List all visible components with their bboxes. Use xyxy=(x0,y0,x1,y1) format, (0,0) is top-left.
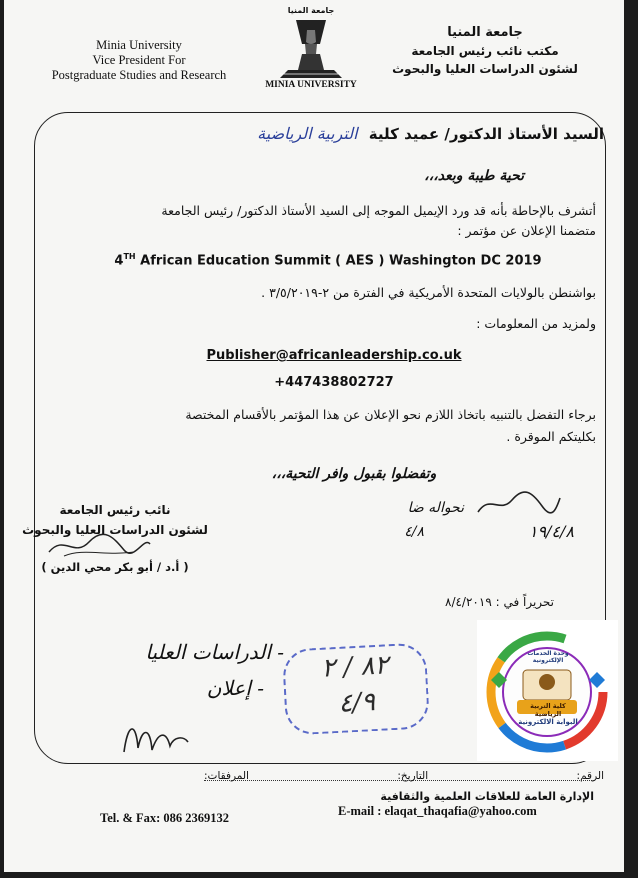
para1-line-2: متضمنا الإعلان عن مؤتمر : xyxy=(457,223,596,238)
paragraph-announcement xyxy=(54,201,596,241)
header-arabic xyxy=(364,24,606,78)
logo-bottom-text: MINIA UNIVERSITY xyxy=(265,80,357,90)
contact-phone: +447438802727 xyxy=(274,375,394,390)
signatory-title-1: نائب رئيس الجامعة xyxy=(59,503,171,517)
portal-badge xyxy=(477,620,618,761)
hand-routing-dept: - الدراسات العليا xyxy=(145,640,284,664)
footer-dept: الإدارة العامة للعلاقات العلمية والثقافية xyxy=(380,790,594,803)
request-line-2: بكليتكم الموقرة . xyxy=(506,429,596,444)
stamp-bottom-text: ٤/٩ xyxy=(337,687,376,719)
footer-field-number: الرقم: xyxy=(576,770,604,782)
received-stamp xyxy=(282,642,430,735)
date-written: تحريراً في : ٨/٤/٢٠١٩ xyxy=(445,595,554,609)
summit-ordinal: TH xyxy=(123,252,136,261)
badge-center-text: كلية التربية الرياضية xyxy=(530,702,566,718)
request-line-1: برجاء التفضل بالتنبيه باتخاذ اللازم نحو الإعلان عن هذا المؤتمر بالأقسام المختصة xyxy=(185,407,596,422)
university-logo xyxy=(256,6,366,94)
handwritten-signature-icon xyxy=(114,712,194,762)
para1-line-1: أتشرف بالإحاطة بأنه قد ورد الإيميل الموجه إلى السيد الأستاذ الدكتور/ رئيس الجامعة xyxy=(161,203,596,218)
footer-dotted-line xyxy=(204,780,594,781)
header-ar-line-3: لشئون الدراسات العليا والبحوث xyxy=(392,62,578,76)
addressee-line xyxy=(104,124,604,143)
badge-bottom-text: البوابة الالكترونية xyxy=(518,718,578,726)
hand-routing-ads: - إعلان xyxy=(206,676,264,700)
signatory-title-2: لشئون الدراسات العليا والبحوث xyxy=(22,523,208,537)
dates-line: بواشنطن بالولايات المتحدة الأمريكية في الفترة من ٢-٣/٥/٢٠١٩ . xyxy=(261,285,596,300)
greeting: تحية طيبة وبعد،،، xyxy=(424,168,524,184)
closing-line: وتفضلوا بقبول وافر التحية،،، xyxy=(271,466,437,482)
contact-email-link[interactable]: Publisher@africanleadership.co.uk xyxy=(206,348,462,363)
initials-scribble-icon xyxy=(472,490,562,520)
stamp-top-text: ٨٢ / ٢ xyxy=(320,650,390,684)
header-en-line-2: Vice President For xyxy=(92,53,186,67)
addressee-text: السيد الأستاذ الدكتور/ عميد كلية xyxy=(368,125,604,143)
logo-top-text: جامعة المنيا xyxy=(287,6,335,15)
hand-date-mid: ٤/٨ xyxy=(404,524,424,540)
header-english xyxy=(34,38,244,83)
summit-number: 4 xyxy=(114,253,124,269)
signatory-name: ( أ.د / أبو بكر محي الدين ) xyxy=(41,560,189,574)
footer-field-attachments: المرفقات: xyxy=(204,770,249,782)
footer-tel-fax: Tel. & Fax: 086 2369132 xyxy=(100,811,230,825)
info-line: ولمزيد من المعلومات : xyxy=(476,316,596,331)
summit-title xyxy=(108,252,548,268)
header-en-line-3: Postgraduate Studies and Research xyxy=(51,68,227,82)
footer-email: E-mail : elaqat_thaqafia@yahoo.com xyxy=(338,804,537,818)
summit-name: African Education Summit ( AES ) Washington DC 2019 xyxy=(135,253,542,269)
header-ar-line-2: مكتب نائب رئيس الجامعة xyxy=(411,44,559,58)
signature-scribble-icon xyxy=(44,532,154,560)
portal-badge-icon xyxy=(477,620,618,761)
hand-date-right: ١٩/٤/٨ xyxy=(528,522,574,541)
footer-field-date: التاريخ: xyxy=(397,770,429,782)
header-en-line-1: Minia University xyxy=(96,38,182,52)
paragraph-request xyxy=(54,404,596,448)
nefertiti-emblem-icon xyxy=(276,16,346,80)
badge-ring-text: وحدة الخدمات الإلكترونية xyxy=(527,650,569,664)
addressee-handwritten: التربية الرياضية xyxy=(257,124,358,143)
header-ar-line-1: جامعة المنيا xyxy=(447,25,523,40)
hand-note-mid: نحواله ضا xyxy=(407,500,464,516)
